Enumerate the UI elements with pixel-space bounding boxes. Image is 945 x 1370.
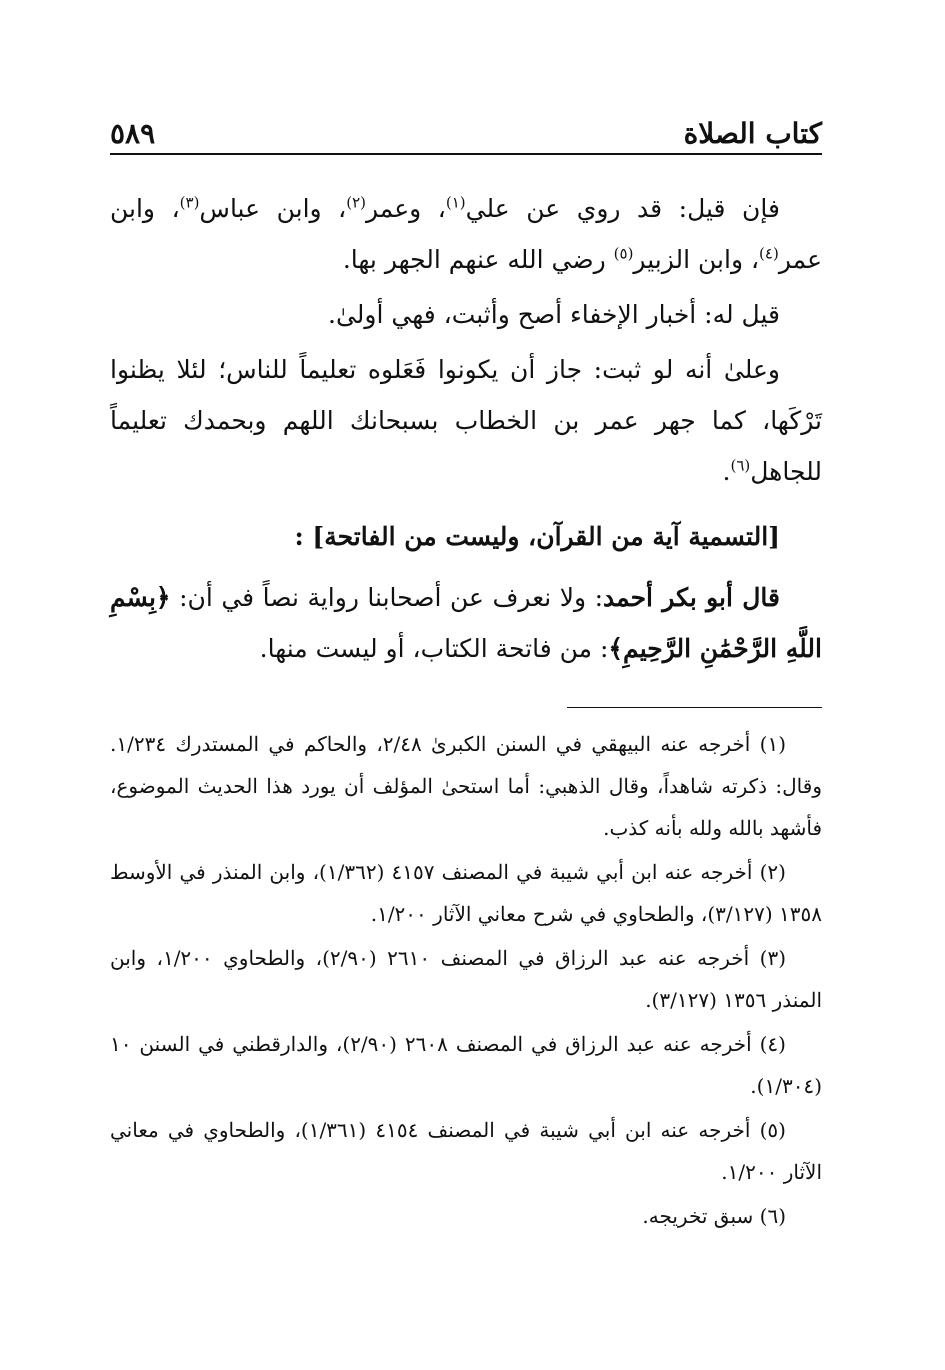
footnote: (٢) أخرجه عنه ابن أبي شيبة في المصنف ٤١٥٧ (١/٣٦٢)، وابن المنذر في الأوسط ١٣٥٨ (٣/١٢٧)، والطحاوي في شرح معاني الآثار ١/٢٠٠. bbox=[110, 860, 822, 926]
text-run: ، وابن عباس bbox=[199, 194, 347, 223]
footnote-ref: (٥) bbox=[613, 244, 634, 263]
footnote-ref: (٤) bbox=[759, 244, 779, 263]
footnotes bbox=[110, 723, 822, 1239]
text-run: : من فاتحة الكتاب، أو ليست منها. bbox=[259, 634, 609, 663]
text-run: رضي الله عنهم الجهر بها. bbox=[342, 245, 614, 274]
footnote-ref: (٣) bbox=[179, 193, 200, 212]
paragraph-explanation bbox=[110, 344, 822, 497]
text-run: ، وابن الزبير bbox=[633, 245, 760, 274]
page-header bbox=[110, 108, 822, 156]
footnote-ref: (٢) bbox=[346, 193, 366, 212]
footnote: (٣) أخرجه عنه عبد الرزاق في المصنف ٢٦١٠ (٢/٩٠)، والطحاوي ١/٢٠٠، وابن المنذر ١٣٥٦ (٣/١٢٧). bbox=[110, 946, 822, 1012]
paragraph-reply: قيل له: أخبار الإخفاء أصح وأثبت، فهي أولىٰ. bbox=[328, 300, 780, 329]
page-number: ٥٨٩ bbox=[110, 117, 156, 150]
speaker-name: قال أبو بكر أحمد bbox=[603, 583, 780, 612]
footnote: (٦) سبق تخريجه. bbox=[642, 1204, 786, 1228]
paragraph-statement bbox=[110, 572, 822, 674]
text-run: . bbox=[722, 457, 731, 486]
footnote: (٤) أخرجه عنه عبد الرزاق في المصنف ٢٦٠٨ (٢/٩٠)، والدارقطني في السنن ١٠ (١/٣٠٤). bbox=[110, 1032, 822, 1098]
section-heading: [التسمية آية من القرآن، وليست من الفاتحة] : bbox=[294, 522, 780, 551]
text-run: ، وعمر bbox=[366, 194, 446, 223]
text-run: ، وابن عمر bbox=[110, 194, 822, 274]
paragraph-objection bbox=[110, 183, 822, 285]
footnote-separator bbox=[567, 707, 822, 708]
footnote: (١) أخرجه عنه البيهقي في السنن الكبرىٰ ٢/٤٨، والحاكم في المستدرك ١/٢٣٤. وقال: ذكرته شاهداً، وقال الذهبي: أما استحىٰ المؤلف أن يورد هذا الحديث الموضوع، فأشهد بالله ولله بأنه كذب. bbox=[110, 732, 822, 840]
main-text bbox=[110, 183, 822, 674]
book-title: كتاب الصلاة bbox=[683, 117, 822, 150]
header-rule bbox=[110, 153, 822, 155]
text-run: وعلىٰ أنه لو ثبت: جاز أن يكونوا فَعَلوه تعليماً للناس؛ لئلا يظنوا تَرْكَها، كما جهر عمر بن الخطاب بسبحانك اللهم وبحمدك تعليماً للجاهل bbox=[110, 355, 822, 486]
footnote-ref: (١) bbox=[445, 193, 466, 212]
footnote-ref: (٦) bbox=[730, 456, 751, 475]
text-run: فإن قيل: قد روي عن علي bbox=[465, 194, 780, 223]
quran-quote: ﴿بِسْمِ اللَّهِ الرَّحْمَٰنِ الرَّحِيمِ﴾ bbox=[110, 583, 822, 663]
text-run: : ولا نعرف عن أصحابنا رواية نصاً في أن: bbox=[170, 583, 604, 612]
footnote: (٥) أخرجه عنه ابن أبي شيبة في المصنف ٤١٥٤ (١/٣٦١)، والطحاوي في معاني الآثار ١/٢٠٠. bbox=[110, 1118, 822, 1184]
